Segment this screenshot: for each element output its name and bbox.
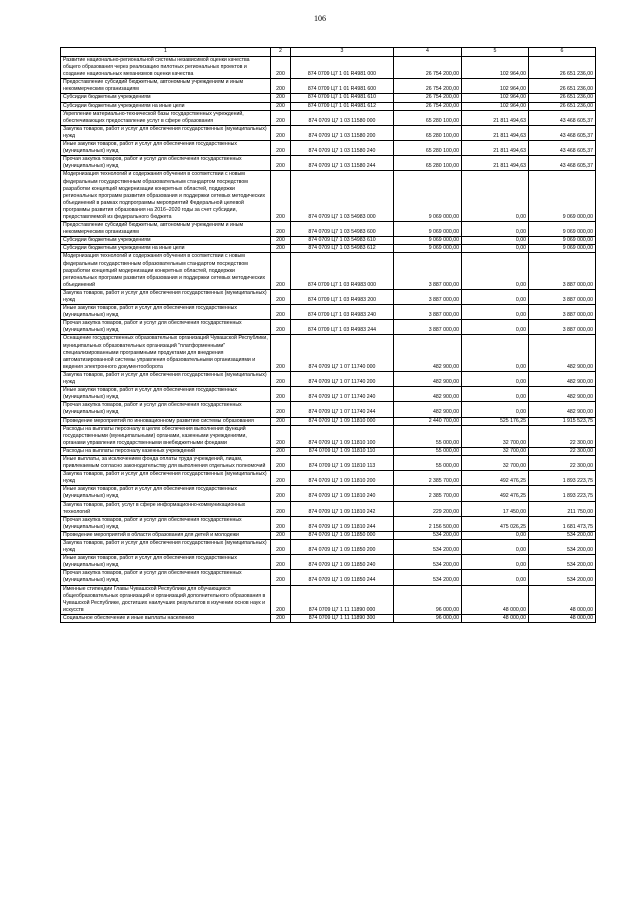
row-budget-code: 874 0709 Ц7 1 09 11810 242 <box>291 501 394 516</box>
row-name: Закупка товаров, работ и услуг для обеспечения государственных (муниципальных) нужд <box>61 471 271 486</box>
row-planned: 9 069 000,00 <box>394 222 462 237</box>
row-remaining: 43 468 605,37 <box>529 141 596 156</box>
row-name: Субсидии бюджетным учреждениям <box>61 94 271 102</box>
row-executed: 0,00 <box>462 245 529 253</box>
table-row <box>61 425 596 447</box>
row-planned: 26 754 200,00 <box>394 102 462 110</box>
row-name: Прочая закупка товаров, работ и услуг для обеспечения государственных (муниципальных) нужд <box>61 320 271 335</box>
row-planned: 65 280 100,00 <box>394 110 462 125</box>
row-name: Закупка товаров, работ и услуг для обеспечения государственных (муниципальных) нужд <box>61 371 271 386</box>
row-name: Модернизация технологий и содержания обучения в соответствии с новым федеральным государственным образовательным стандартом посредством разработки концепций модернизации конкретных областей, поддержки региональных программ развития образования и поддержки сетевых методических объединений в рамках подпрограммы мероприятий Федеральной целевой программы развития образования на 2016–2020 годы за счет субсидии, предоставляемой из федерального бюджета <box>61 171 271 222</box>
row-col-2: 200 <box>271 245 291 253</box>
row-planned: 3 887 000,00 <box>394 253 462 289</box>
table-row <box>61 222 596 237</box>
row-budget-code: 874 0709 Ц7 1 07 11740 244 <box>291 402 394 417</box>
row-col-2: 200 <box>271 447 291 455</box>
row-remaining: 3 887 000,00 <box>529 320 596 335</box>
row-executed: 21 811 494,63 <box>462 141 529 156</box>
row-planned: 229 200,00 <box>394 501 462 516</box>
row-executed: 48 000,00 <box>462 614 529 622</box>
table-row <box>61 171 596 222</box>
row-col-2: 200 <box>271 531 291 539</box>
row-name: Субсидии бюджетным учреждениям <box>61 237 271 245</box>
table-row <box>61 57 596 79</box>
row-name: Расходы на выплаты персоналу казенных учреждений <box>61 447 271 455</box>
row-col-2: 200 <box>271 222 291 237</box>
row-planned: 534 200,00 <box>394 555 462 570</box>
row-budget-code: 874 0709 Ц7 1 09 11810 000 <box>291 417 394 425</box>
page-number: 106 <box>314 14 326 23</box>
row-col-2: 200 <box>271 387 291 402</box>
row-planned: 482 900,00 <box>394 335 462 371</box>
row-planned: 9 069 000,00 <box>394 245 462 253</box>
row-executed: 0,00 <box>462 237 529 245</box>
row-col-2: 200 <box>271 237 291 245</box>
row-executed: 0,00 <box>462 531 529 539</box>
row-name: Проведение мероприятий по инновационному развитию системы образования <box>61 417 271 425</box>
row-executed: 0,00 <box>462 289 529 304</box>
row-remaining: 3 887 000,00 <box>529 305 596 320</box>
table-row <box>61 417 596 425</box>
row-name: Иные закупки товаров, работ и услуг для обеспечения государственных (муниципальных) нужд <box>61 555 271 570</box>
row-planned: 26 754 200,00 <box>394 94 462 102</box>
table-row <box>61 570 596 585</box>
header-row <box>61 48 596 57</box>
row-executed: 102 964,00 <box>462 79 529 94</box>
row-executed: 0,00 <box>462 253 529 289</box>
row-budget-code: 874 0709 Ц7 1 03 R4983 200 <box>291 289 394 304</box>
row-executed: 0,00 <box>462 540 529 555</box>
table-row <box>61 156 596 171</box>
table-row <box>61 387 596 402</box>
row-budget-code: 874 0709 Ц7 1 01 R4981 612 <box>291 102 394 110</box>
table-row <box>61 141 596 156</box>
row-col-2: 200 <box>271 402 291 417</box>
row-executed: 492 476,25 <box>462 486 529 501</box>
table-row <box>61 402 596 417</box>
row-remaining: 26 651 236,00 <box>529 94 596 102</box>
row-remaining: 534 200,00 <box>529 540 596 555</box>
row-budget-code: 874 0709 Ц7 1 03 54983 612 <box>291 245 394 253</box>
table-row <box>61 447 596 455</box>
table-row <box>61 614 596 622</box>
row-executed: 0,00 <box>462 305 529 320</box>
row-planned: 3 887 000,00 <box>394 320 462 335</box>
row-budget-code: 874 0709 Ц7 1 03 11580 200 <box>291 125 394 140</box>
row-budget-code: 874 0709 Ц7 1 03 11580 244 <box>291 156 394 171</box>
row-budget-code: 874 0709 Ц7 1 09 11810 113 <box>291 455 394 470</box>
row-name: Закупка товаров, работ, услуг в сфере информационно-коммуникационных технологий <box>61 501 271 516</box>
row-budget-code: 874 0709 Ц7 1 09 11810 110 <box>291 447 394 455</box>
row-planned: 65 280 100,00 <box>394 125 462 140</box>
table-row <box>61 531 596 539</box>
row-remaining: 9 069 000,00 <box>529 237 596 245</box>
row-executed: 102 964,00 <box>462 57 529 79</box>
row-planned: 65 280 100,00 <box>394 141 462 156</box>
row-name: Оснащение государственных образовательных организаций Чувашской Республики, муниципальных образовательных организаций "платформенными" специализированными программными продуктами для внедрения автоматизированной системы управления образовательными организациями и ведения электронного документооборота <box>61 335 271 371</box>
row-name: Закупка товаров, работ и услуг для обеспечения государственных (муниципальных) нужд <box>61 540 271 555</box>
row-budget-code: 874 0709 Ц7 1 07 11740 200 <box>291 371 394 386</box>
table-row <box>61 585 596 614</box>
row-col-2: 200 <box>271 253 291 289</box>
table-row <box>61 540 596 555</box>
row-remaining: 1 893 223,75 <box>529 471 596 486</box>
row-budget-code: 874 0709 Ц7 1 03 R4983 000 <box>291 253 394 289</box>
row-planned: 534 200,00 <box>394 540 462 555</box>
row-planned: 96 000,00 <box>394 585 462 614</box>
row-planned: 9 069 000,00 <box>394 237 462 245</box>
row-executed: 0,00 <box>462 371 529 386</box>
table-row <box>61 555 596 570</box>
table-row <box>61 102 596 110</box>
row-planned: 2 385 700,00 <box>394 471 462 486</box>
row-remaining: 48 000,00 <box>529 614 596 622</box>
row-remaining: 48 000,00 <box>529 585 596 614</box>
row-col-2: 200 <box>271 171 291 222</box>
row-col-2: 200 <box>271 335 291 371</box>
row-name: Закупка товаров, работ и услуг для обеспечения государственных (муниципальных) нужд <box>61 289 271 304</box>
row-remaining: 43 468 605,37 <box>529 125 596 140</box>
row-executed: 475 026,25 <box>462 516 529 531</box>
row-name: Предоставление субсидий бюджетным, автономным учреждениям и иным некоммерческим организациям <box>61 79 271 94</box>
row-executed: 32 700,00 <box>462 425 529 447</box>
header-col-6: 6 <box>529 48 596 57</box>
row-planned: 55 000,00 <box>394 425 462 447</box>
row-col-2: 200 <box>271 417 291 425</box>
row-remaining: 9 069 000,00 <box>529 245 596 253</box>
row-name: Прочая закупка товаров, работ и услуг для обеспечения государственных (муниципальных) нужд <box>61 516 271 531</box>
row-name: Укрепление материально-технической базы государственных учреждений, обеспечивающих предоставление услуг в сфере образования <box>61 110 271 125</box>
row-col-2: 200 <box>271 141 291 156</box>
row-remaining: 1 893 223,75 <box>529 486 596 501</box>
row-planned: 96 000,00 <box>394 614 462 622</box>
row-executed: 21 811 494,63 <box>462 156 529 171</box>
row-col-2: 200 <box>271 540 291 555</box>
row-name: Предоставление субсидий бюджетным, автономным учреждениям и иным некоммерческим организациям <box>61 222 271 237</box>
row-planned: 534 200,00 <box>394 531 462 539</box>
row-budget-code: 874 0709 Ц7 1 03 R4983 244 <box>291 320 394 335</box>
row-remaining: 482 900,00 <box>529 402 596 417</box>
row-remaining: 482 900,00 <box>529 371 596 386</box>
row-executed: 21 811 494,63 <box>462 110 529 125</box>
table-row <box>61 237 596 245</box>
table-row <box>61 94 596 102</box>
row-executed: 102 964,00 <box>462 102 529 110</box>
row-budget-code: 874 0709 Ц7 1 09 11810 200 <box>291 471 394 486</box>
row-executed: 21 811 494,63 <box>462 125 529 140</box>
row-name: Модернизация технологий и содержания обучения в соответствии с новым федеральным государственным образовательным стандартом посредством разработки концепций модернизации конкретных областей, поддержки региональных программ развития образования и поддержки сетевых методических объединений <box>61 253 271 289</box>
header-col-5: 5 <box>462 48 529 57</box>
row-remaining: 22 300,00 <box>529 455 596 470</box>
row-name: Иные закупки товаров, работ и услуг для обеспечения государственных (муниципальных) нужд <box>61 486 271 501</box>
row-budget-code: 874 0709 Ц7 1 09 11850 200 <box>291 540 394 555</box>
row-budget-code: 874 0709 Ц7 1 11 11890 300 <box>291 614 394 622</box>
row-remaining: 9 069 000,00 <box>529 171 596 222</box>
row-planned: 482 900,00 <box>394 371 462 386</box>
row-remaining: 26 651 236,00 <box>529 57 596 79</box>
row-executed: 0,00 <box>462 222 529 237</box>
row-col-2: 200 <box>271 110 291 125</box>
row-remaining: 534 200,00 <box>529 531 596 539</box>
table-row <box>61 110 596 125</box>
row-planned: 2 440 700,00 <box>394 417 462 425</box>
table-row <box>61 305 596 320</box>
row-name: Проведение мероприятий в области образования для детей и молодежи <box>61 531 271 539</box>
row-planned: 9 069 000,00 <box>394 171 462 222</box>
row-name: Развитие национально-региональной системы независимой оценки качества общего образования через реализацию пилотных региональных проектов и создание национальных механизмов оценки качества <box>61 57 271 79</box>
header-col-4: 4 <box>394 48 462 57</box>
row-col-2: 200 <box>271 471 291 486</box>
row-col-2: 200 <box>271 156 291 171</box>
row-remaining: 43 468 605,37 <box>529 110 596 125</box>
row-executed: 525 176,25 <box>462 417 529 425</box>
row-budget-code: 874 0709 Ц7 1 03 54983 000 <box>291 171 394 222</box>
row-executed: 0,00 <box>462 171 529 222</box>
row-col-2: 200 <box>271 320 291 335</box>
row-executed: 0,00 <box>462 387 529 402</box>
row-executed: 0,00 <box>462 555 529 570</box>
header-col-1: 1 <box>61 48 271 57</box>
row-col-2: 200 <box>271 305 291 320</box>
row-executed: 48 000,00 <box>462 585 529 614</box>
row-remaining: 1 681 473,75 <box>529 516 596 531</box>
header-col-2: 2 <box>271 48 291 57</box>
row-executed: 0,00 <box>462 402 529 417</box>
row-budget-code: 874 0709 Ц7 1 03 11580 000 <box>291 110 394 125</box>
row-remaining: 534 200,00 <box>529 570 596 585</box>
row-name: Иные закупки товаров, работ и услуг для обеспечения государственных (муниципальных) нужд <box>61 305 271 320</box>
row-executed: 32 700,00 <box>462 447 529 455</box>
row-col-2: 200 <box>271 94 291 102</box>
table-row <box>61 253 596 289</box>
row-budget-code: 874 0709 Ц7 1 07 11740 240 <box>291 387 394 402</box>
row-executed: 102 964,00 <box>462 94 529 102</box>
table-row <box>61 516 596 531</box>
row-budget-code: 874 0709 Ц7 1 09 11850 240 <box>291 555 394 570</box>
row-col-2: 200 <box>271 455 291 470</box>
row-remaining: 482 900,00 <box>529 387 596 402</box>
row-col-2: 200 <box>271 585 291 614</box>
row-name: Прочая закупка товаров, работ и услуг для обеспечения государственных (муниципальных) нужд <box>61 402 271 417</box>
table-row <box>61 371 596 386</box>
row-planned: 482 900,00 <box>394 387 462 402</box>
row-remaining: 26 651 236,00 <box>529 102 596 110</box>
row-remaining: 3 887 000,00 <box>529 289 596 304</box>
row-remaining: 9 069 000,00 <box>529 222 596 237</box>
row-col-2: 200 <box>271 57 291 79</box>
row-planned: 55 000,00 <box>394 455 462 470</box>
table-row <box>61 486 596 501</box>
row-executed: 492 476,25 <box>462 471 529 486</box>
row-budget-code: 874 0709 Ц7 1 07 11740 000 <box>291 335 394 371</box>
row-name: Социальное обеспечение и иные выплаты населению <box>61 614 271 622</box>
row-name: Иные закупки товаров, работ и услуг для обеспечения государственных (муниципальных) нужд <box>61 387 271 402</box>
row-name: Закупка товаров, работ и услуг для обеспечения государственных (муниципальных) нужд <box>61 125 271 140</box>
row-remaining: 211 750,00 <box>529 501 596 516</box>
row-executed: 0,00 <box>462 320 529 335</box>
row-planned: 26 754 200,00 <box>394 79 462 94</box>
row-name: Именные стипендии Главы Чувашской Республики для обучающихся общеобразовательных организаций и организаций дополнительного образования в Чувашской Республике, достигших наилучших результатов в изучении основ наук и искусств <box>61 585 271 614</box>
table-row <box>61 455 596 470</box>
row-budget-code: 874 0709 Ц7 1 01 R4981 600 <box>291 79 394 94</box>
row-remaining: 22 300,00 <box>529 425 596 447</box>
table-row <box>61 289 596 304</box>
row-planned: 55 000,00 <box>394 447 462 455</box>
row-budget-code: 874 0709 Ц7 1 03 R4983 240 <box>291 305 394 320</box>
row-executed: 0,00 <box>462 570 529 585</box>
row-col-2: 200 <box>271 289 291 304</box>
row-col-2: 200 <box>271 125 291 140</box>
row-remaining: 534 200,00 <box>529 555 596 570</box>
row-planned: 2 156 500,00 <box>394 516 462 531</box>
row-budget-code: 874 0709 Ц7 1 03 54983 610 <box>291 237 394 245</box>
row-planned: 2 385 700,00 <box>394 486 462 501</box>
row-planned: 3 887 000,00 <box>394 289 462 304</box>
row-budget-code: 874 0709 Ц7 1 09 11810 240 <box>291 486 394 501</box>
row-remaining: 26 651 236,00 <box>529 79 596 94</box>
row-executed: 0,00 <box>462 335 529 371</box>
row-remaining: 3 887 000,00 <box>529 253 596 289</box>
row-col-2: 200 <box>271 555 291 570</box>
row-name: Субсидии бюджетным учреждениям на иные цели <box>61 102 271 110</box>
row-budget-code: 874 0709 Ц7 1 09 11810 244 <box>291 516 394 531</box>
row-name: Прочая закупка товаров, работ и услуг для обеспечения государственных (муниципальных) нужд <box>61 570 271 585</box>
row-planned: 534 200,00 <box>394 570 462 585</box>
row-col-2: 200 <box>271 79 291 94</box>
table-row <box>61 79 596 94</box>
row-budget-code: 874 0709 Ц7 1 09 11850 000 <box>291 531 394 539</box>
row-executed: 32 700,00 <box>462 455 529 470</box>
table-row <box>61 125 596 140</box>
row-budget-code: 874 0709 Ц7 1 11 11890 000 <box>291 585 394 614</box>
row-budget-code: 874 0709 Ц7 1 03 54983 600 <box>291 222 394 237</box>
budget-table <box>60 47 596 623</box>
row-col-2: 200 <box>271 614 291 622</box>
row-planned: 482 900,00 <box>394 402 462 417</box>
row-name: Иные выплаты, за исключением фонда оплаты труда учреждений, лицам, привлекаемым согласно законодательству для выполнения отдельных полномочий <box>61 455 271 470</box>
row-col-2: 200 <box>271 570 291 585</box>
row-name: Иные закупки товаров, работ и услуг для обеспечения государственных (муниципальных) нужд <box>61 141 271 156</box>
row-name: Расходы на выплаты персоналу в целях обеспечения выполнения функций государственными (муниципальными) органами, казенными учреждениями, органами управления государственными внебюджетными фондами <box>61 425 271 447</box>
table-body <box>61 57 596 623</box>
row-col-2: 200 <box>271 102 291 110</box>
row-planned: 65 280 100,00 <box>394 156 462 171</box>
row-budget-code: 874 0709 Ц7 1 09 11850 244 <box>291 570 394 585</box>
row-name: Субсидии бюджетным учреждениям на иные цели <box>61 245 271 253</box>
row-remaining: 482 900,00 <box>529 335 596 371</box>
row-col-2: 200 <box>271 371 291 386</box>
row-remaining: 22 300,00 <box>529 447 596 455</box>
row-executed: 17 450,00 <box>462 501 529 516</box>
row-col-2: 200 <box>271 425 291 447</box>
table-row <box>61 335 596 371</box>
row-col-2: 200 <box>271 516 291 531</box>
row-budget-code: 874 0709 Ц7 1 01 R4981 610 <box>291 94 394 102</box>
table-row <box>61 245 596 253</box>
row-remaining: 43 468 605,37 <box>529 156 596 171</box>
row-planned: 3 887 000,00 <box>394 305 462 320</box>
row-budget-code: 874 0709 Ц7 1 03 11580 240 <box>291 141 394 156</box>
row-name: Прочая закупка товаров, работ и услуг для обеспечения государственных (муниципальных) нужд <box>61 156 271 171</box>
row-remaining: 1 915 523,75 <box>529 417 596 425</box>
row-budget-code: 874 0709 Ц7 1 09 11810 100 <box>291 425 394 447</box>
header-col-3: 3 <box>291 48 394 57</box>
row-budget-code: 874 0709 Ц7 1 01 R4981 000 <box>291 57 394 79</box>
table-row <box>61 320 596 335</box>
row-col-2: 200 <box>271 486 291 501</box>
row-planned: 26 754 200,00 <box>394 57 462 79</box>
row-col-2: 200 <box>271 501 291 516</box>
table-row <box>61 501 596 516</box>
table-row <box>61 471 596 486</box>
